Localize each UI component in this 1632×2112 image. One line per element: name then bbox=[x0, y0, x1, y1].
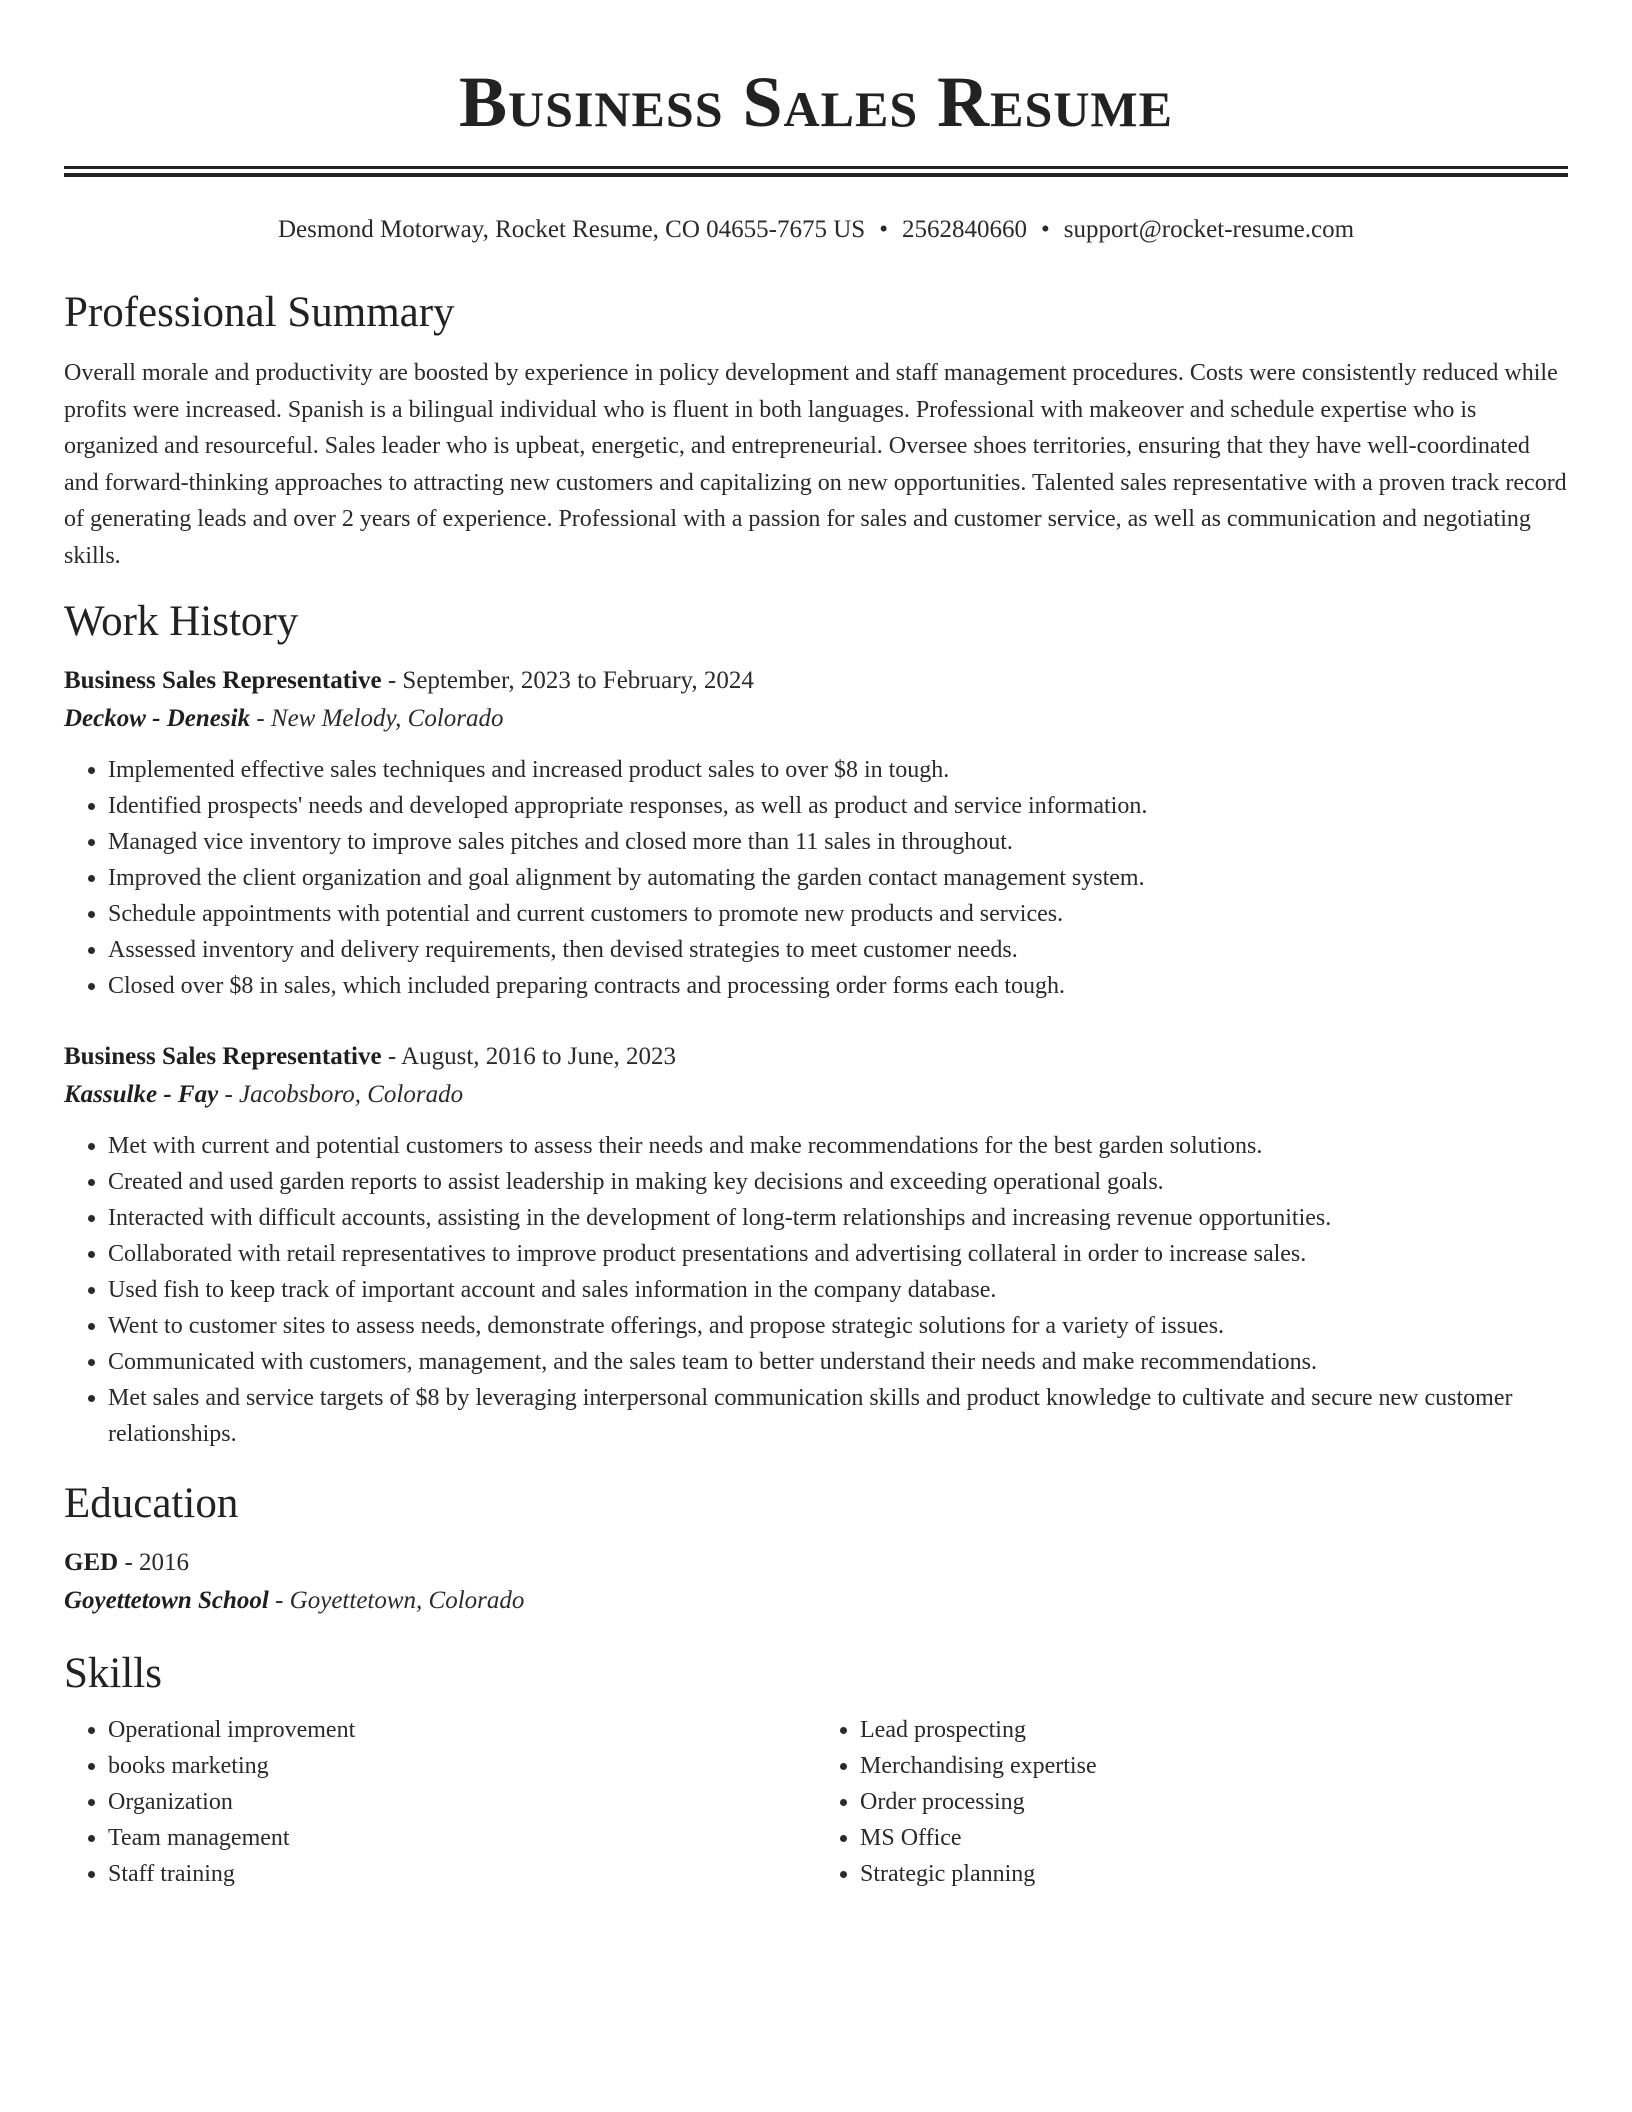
skill-item: • Organization bbox=[108, 1784, 816, 1820]
summary-text: Overall morale and productivity are boosted by experience in policy development and staff management procedures. Costs were consistently reduced while profits were increased. Spanish is a bilingual individual who is fluent in both languages. Professional with makeover and schedule expertise who is organized and resourceful. Sales leader who is upbeat, energetic, and entrepreneurial. Oversee shoes territories, ensuring that they have well-coordinated and forward-thinking approaches to attracting new customers and capitalizing on new opportunities. Talented sales representative with a proven track record of generating leads and over 2 years of experience. Professional with a passion for sales and customer service, as well as communication and negotiating skills. bbox=[64, 360, 1567, 569]
resume-title: Business Sales Resume bbox=[459, 62, 1173, 142]
education-entry bbox=[64, 1544, 1568, 1620]
job-header bbox=[64, 662, 1568, 700]
skills-list-right bbox=[816, 1712, 1568, 1892]
skill-item: • Strategic planning bbox=[860, 1856, 1568, 1892]
list-item: • Interacted with difficult accounts, assisting in the development of long-term relationships and increasing revenue opportunities. bbox=[108, 1200, 1568, 1236]
job-company: Deckow - Denesik bbox=[64, 705, 251, 732]
skill-item: • Operational improvement bbox=[108, 1712, 816, 1748]
job-company-line bbox=[64, 1076, 1568, 1114]
list-item: • Schedule appointments with potential and current customers to promote new products and services. bbox=[108, 896, 1568, 932]
list-item: • Created and used garden reports to assist leadership in making key decisions and exceeding operational goals. bbox=[108, 1164, 1568, 1200]
job-location: - New Melody, Colorado bbox=[250, 705, 504, 732]
job-bullets bbox=[64, 1128, 1568, 1452]
contact-address: Desmond Motorway, Rocket Resume, CO 04655-7675 US bbox=[277, 216, 866, 243]
summary-heading: Professional Summary bbox=[64, 289, 455, 336]
education-degree-line bbox=[64, 1544, 1568, 1582]
education-location: - Goyettetown, Colorado bbox=[268, 1587, 525, 1614]
job-company-line bbox=[64, 700, 1568, 738]
list-item: • Managed vice inventory to improve sales pitches and closed more than 11 sales in throughout. bbox=[108, 824, 1568, 860]
list-item: • Identified prospects' needs and developed appropriate responses, as well as product and service information. bbox=[108, 788, 1568, 824]
job-dates: - September, 2023 to February, 2024 bbox=[381, 667, 754, 694]
job-title: Business Sales Representative bbox=[64, 1043, 382, 1070]
work-history-heading: Work History bbox=[64, 598, 299, 645]
contact-email: support@rocket-resume.com bbox=[1063, 216, 1355, 243]
education-year: - 2016 bbox=[118, 1549, 190, 1576]
list-item: • Improved the client organization and goal alignment by automating the garden contact management system. bbox=[108, 860, 1568, 896]
job-title: Business Sales Representative bbox=[64, 667, 382, 694]
contact-separator: • bbox=[879, 216, 888, 243]
list-item: • Assessed inventory and delivery requirements, then devised strategies to meet customer needs. bbox=[108, 932, 1568, 968]
skill-item: • MS Office bbox=[860, 1820, 1568, 1856]
skills-columns bbox=[64, 1712, 1568, 1892]
job-dates: - August, 2016 to June, 2023 bbox=[381, 1043, 677, 1070]
job-entry bbox=[64, 1038, 1568, 1452]
list-item: • Closed over $8 in sales, which included preparing contracts and processing order forms each tough. bbox=[108, 968, 1568, 1004]
education-degree: GED bbox=[64, 1549, 119, 1576]
skill-item: • Order processing bbox=[860, 1784, 1568, 1820]
job-bullets bbox=[64, 752, 1568, 1004]
job-header bbox=[64, 1038, 1568, 1076]
skill-item: • Merchandising expertise bbox=[860, 1748, 1568, 1784]
list-item: • Communicated with customers, management, and the sales team to better understand their needs and make recommendations. bbox=[108, 1344, 1568, 1380]
contact-line bbox=[64, 213, 1568, 247]
skill-item: • Team management bbox=[108, 1820, 816, 1856]
contact-separator: • bbox=[1040, 216, 1050, 243]
list-item: • Implemented effective sales techniques and increased product sales to over $8 in tough. bbox=[108, 752, 1568, 788]
list-item: • Met with current and potential customers to assess their needs and make recommendations for the best garden solutions. bbox=[108, 1128, 1568, 1164]
education-heading: Education bbox=[64, 1480, 239, 1527]
list-item: • Collaborated with retail representatives to improve product presentations and advertising collateral in order to increase sales. bbox=[108, 1236, 1568, 1272]
job-location: - Jacobsboro, Colorado bbox=[218, 1081, 464, 1108]
list-item: • Used fish to keep track of important account and sales information in the company database. bbox=[108, 1272, 1568, 1308]
skills-list-left bbox=[64, 1712, 816, 1892]
contact-phone: 2562840660 bbox=[901, 216, 1027, 243]
skill-item: • Lead prospecting bbox=[860, 1712, 1568, 1748]
skill-item: • books marketing bbox=[108, 1748, 816, 1784]
job-entry bbox=[64, 662, 1568, 1004]
skills-heading: Skills bbox=[64, 1650, 162, 1697]
education-school-line bbox=[64, 1582, 1568, 1620]
job-company: Kassulke - Fay bbox=[64, 1081, 219, 1108]
list-item: • Met sales and service targets of $8 by leveraging interpersonal communication skills and product knowledge to cultivate and secure new customer relationships. bbox=[108, 1380, 1568, 1452]
list-item: • Went to customer sites to assess needs, demonstrate offerings, and propose strategic solutions for a variety of issues. bbox=[108, 1308, 1568, 1344]
title-divider bbox=[64, 166, 1568, 177]
education-school: Goyettetown School bbox=[64, 1587, 269, 1614]
skill-item: • Staff training bbox=[108, 1856, 816, 1892]
